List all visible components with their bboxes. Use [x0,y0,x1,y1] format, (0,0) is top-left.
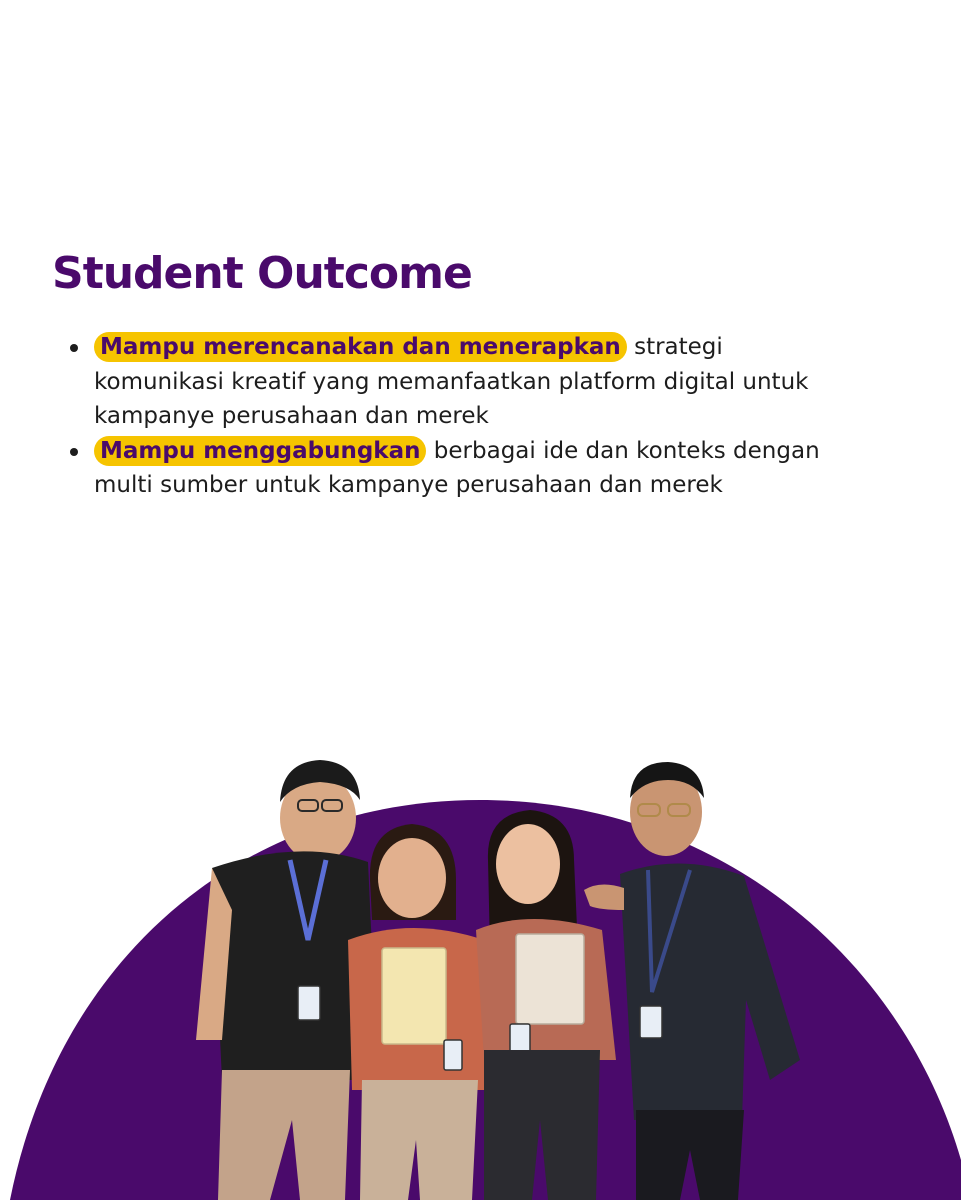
bullet-icon [70,448,78,456]
outcome-item [70,434,830,503]
outcome-list [70,330,830,503]
bullet-icon [70,344,78,352]
outcome-highlight: Mampu menggabungkan [94,436,426,466]
students-photo [0,740,961,1200]
outcome-highlight: Mampu merencanakan dan menerapkan [94,332,627,362]
outcome-text: strategi komunikasi kreatif yang memanfaatkan platform digital untuk kampanye perusahaan dan merek [94,334,809,429]
outcome-text: berbagai ide dan konteks dengan multi sumber untuk kampanye perusahaan dan merek [94,437,820,498]
page-title: Student Outcome [52,248,472,299]
outcome-item [70,330,830,434]
